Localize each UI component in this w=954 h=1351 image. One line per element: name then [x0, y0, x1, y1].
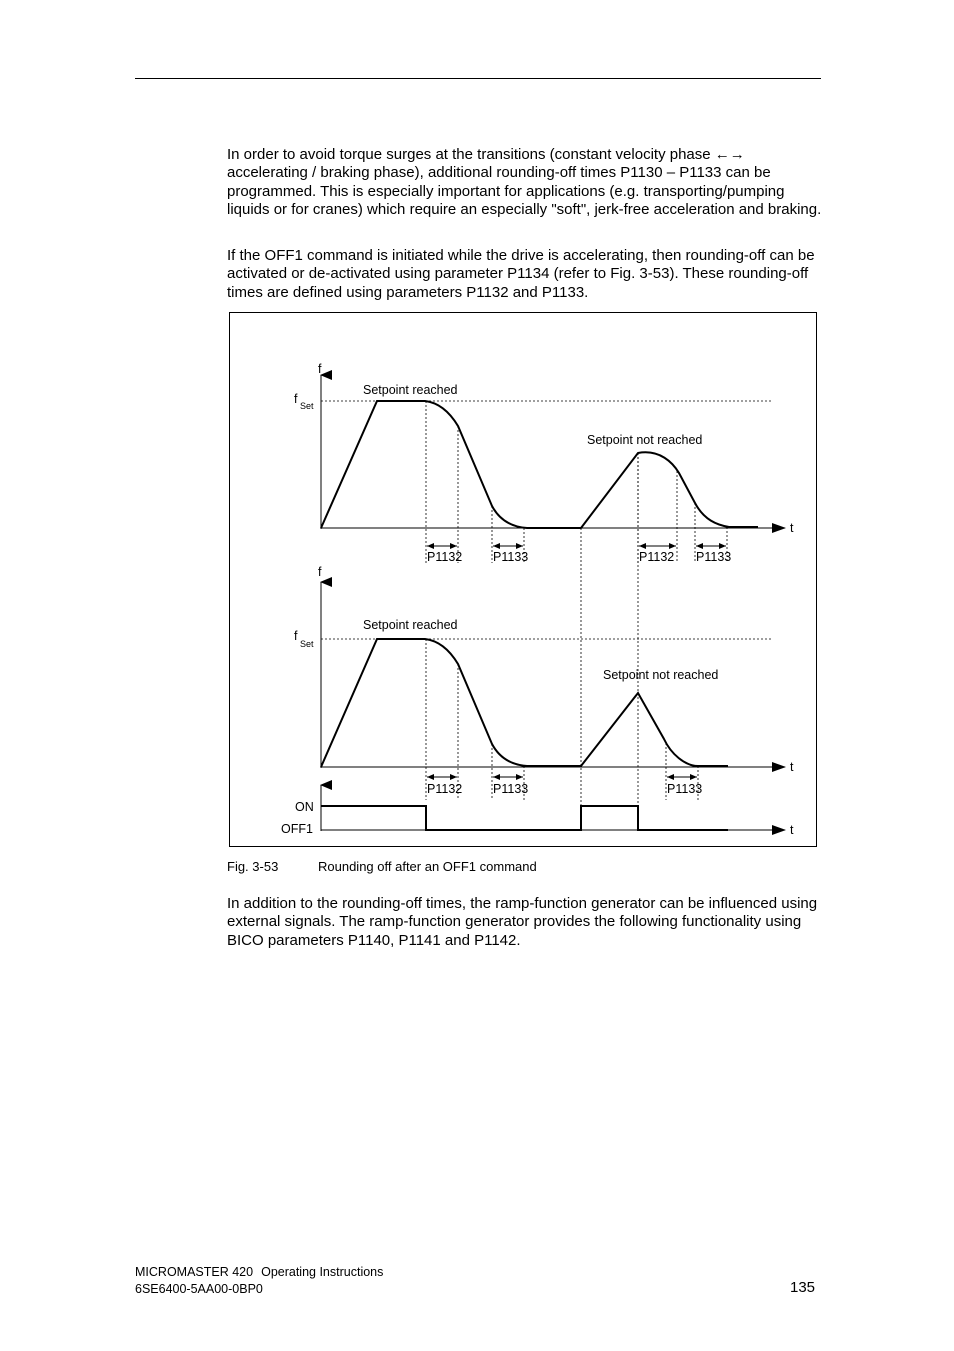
off1-label: OFF1: [281, 822, 313, 836]
lower-p1133b-label: P1133: [667, 782, 703, 796]
caption-number: Fig. 3-53: [227, 859, 279, 874]
caption-text: Rounding off after an OFF1 command: [318, 859, 537, 874]
lower-diagram: [294, 565, 794, 800]
footer-product: MICROMASTER 420: [135, 1265, 254, 1279]
upper-f-label: f: [318, 362, 322, 376]
upper-setpoint-reached-label: Setpoint reached: [363, 383, 458, 397]
signal-t-label: t: [790, 823, 794, 837]
upper-p1133-label: P1133: [493, 550, 529, 564]
rounding-off-diagram: [230, 313, 818, 848]
paragraph-off1-rounding: If the OFF1 command is initiated while the drive is accelerating, then rounding-off can be activated or de-activated using parameter P1134 (refer to Fig. 3-53). These rounding-off times are defined using parameters P1132 and P1133.: [227, 247, 815, 301]
footer-document-info: [135, 1264, 383, 1298]
footer-order-number: 6SE6400-5AA00-0BP0: [135, 1282, 263, 1296]
paragraph-rounding-off-intro: In order to avoid torque surges at the transitions (constant velocity phase ←→ accelerating / braking phase), additional rounding-off times P1130 – P1133 can be programmed. This is especially important for applications (e.g. transporting/pumping liquids or for cranes) which require an especially "soft", jerk-free acceleration and braking.: [227, 146, 822, 218]
lower-setpoint-not-reached-label: Setpoint not reached: [603, 668, 719, 682]
upper-p1132b-label: P1132: [639, 550, 675, 564]
signal-waveform: [321, 806, 728, 830]
on-off1-signal: [281, 785, 794, 837]
header-rule: [135, 78, 821, 79]
on-label: ON: [295, 800, 314, 814]
paragraph-external-signals: In addition to the rounding-off times, the ramp-function generator can be influenced using external signals. The ramp-function generator provides the following functionality using BICO parameters P1140, P1141 and P1142.: [227, 895, 818, 949]
lower-fset-subscript: Set: [300, 639, 314, 649]
lower-frequency-curve: [321, 639, 728, 767]
upper-fset-label: f: [294, 392, 298, 406]
upper-frequency-curve: [321, 401, 758, 528]
figure-rounding-off: [229, 312, 817, 847]
upper-diagram: [294, 362, 794, 564]
upper-p1132-label: P1132: [427, 550, 463, 564]
footer-doc-type: Operating Instructions: [261, 1265, 384, 1279]
lower-t-label: t: [790, 760, 794, 774]
footer-line-1: [135, 1264, 383, 1281]
lower-fset-label: f: [294, 629, 298, 643]
lower-p1132-label: P1132: [427, 782, 463, 796]
upper-setpoint-not-reached-label: Setpoint not reached: [587, 433, 703, 447]
page-number: 135: [790, 1279, 816, 1296]
lower-f-label: f: [318, 565, 322, 579]
lower-setpoint-reached-label: Setpoint reached: [363, 618, 458, 632]
lower-p1133-label: P1133: [493, 782, 529, 796]
upper-t-label: t: [790, 521, 794, 535]
upper-p1133b-label: P1133: [696, 550, 732, 564]
upper-fset-subscript: Set: [300, 401, 314, 411]
